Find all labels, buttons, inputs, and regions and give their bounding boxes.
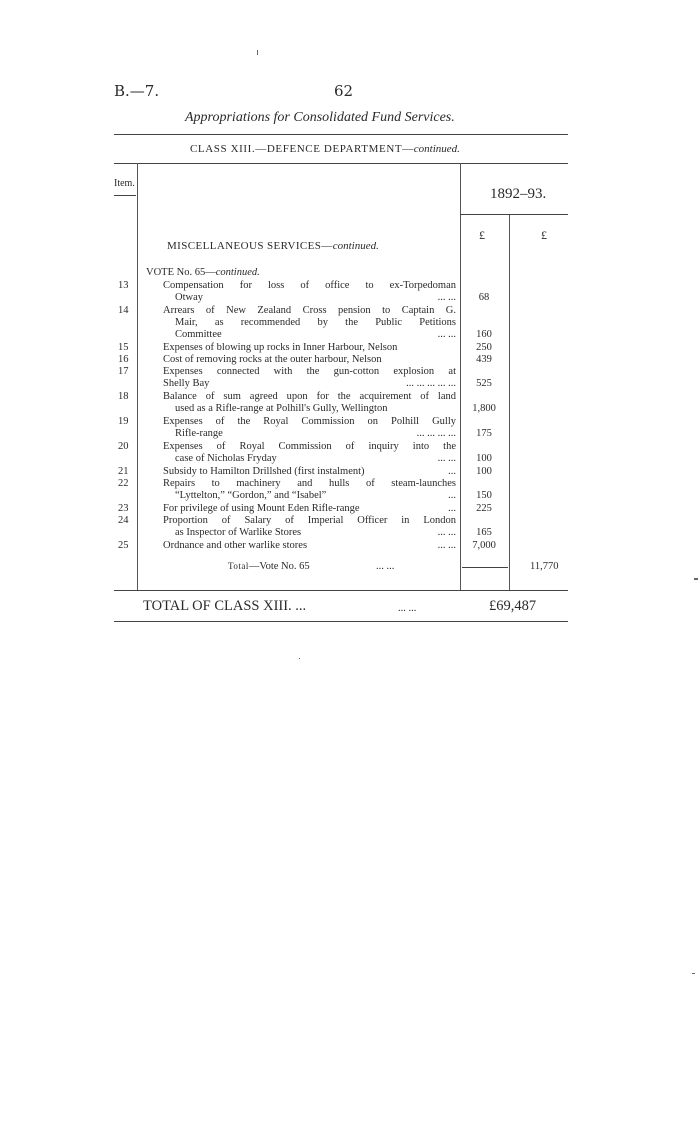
vote-heading [146,267,260,278]
item-number: 17 [118,366,129,377]
leader-dots: ... [448,503,456,514]
description-line: Otway ... ... [175,292,456,304]
description-line: Expenses of blowing up rocks in Inner Harbour, Nelson [163,342,398,353]
total-column-divider [509,214,510,590]
description-line: case of Nicholas Fryday ... ... [175,453,456,465]
item-description [163,503,456,515]
section-heading-continued: continued. [332,240,379,252]
vote-total-amount: 11,770 [530,561,559,572]
page-number: 62 [334,82,354,100]
section-heading [167,240,379,252]
item-number: 16 [118,354,129,365]
item-description [163,354,456,366]
item-amount: 7,000 [472,540,496,551]
document-code: B.—7. [114,82,160,100]
currency-header-total: £ [541,228,547,242]
item-amount: 68 [478,292,490,303]
item-number: 15 [118,342,129,353]
item-description [163,416,456,440]
item-column-header: Item. [114,178,135,189]
item-amount: 225 [476,503,492,514]
description-line: Compensation for loss of office to ex-Torpedoman [163,280,456,291]
section-heading-main: MISCELLANEOUS SERVICES— [167,240,333,252]
leader-dots: ... ... ... ... ... [406,378,456,390]
description-line: Proportion of Salary of Imperial Officer in London [163,515,456,526]
item-amount: 100 [476,466,492,477]
item-number: 14 [118,305,129,316]
description-line: used as a Rifle-range at Polhill's Gully, Wellington [175,403,388,415]
leader-dots: ... ... [398,603,417,614]
description-line: “Lyttelton,” “Gordon,” and “Isabel” ... [175,490,456,502]
item-amount: 175 [476,428,492,439]
item-description [163,478,456,502]
item-description [163,441,456,465]
leader-dots: ... ... ... ... [416,428,456,440]
vote-total-label [228,561,395,572]
item-amount: 250 [476,342,492,353]
item-description [163,342,456,354]
item-number: 18 [118,391,129,402]
description-line: Shelly Bay ... ... ... ... ... [163,378,456,390]
item-number: 24 [118,515,129,526]
class-total-amount: £69,487 [489,598,537,614]
scan-mark [257,50,258,55]
item-description [163,540,456,552]
class-heading [190,143,460,155]
item-description [163,366,456,390]
item-amount: 439 [476,354,492,365]
leader-dots: ... ... [437,453,456,465]
scan-mark [299,658,300,659]
amount-column-divider [460,163,461,590]
description-line: Expenses of the Royal Commission on Polhill Gully [163,416,456,427]
description-line: Expenses of Royal Commission of inquiry into the [163,441,456,452]
item-number: 22 [118,478,129,489]
item-amount: 1,800 [472,403,496,414]
item-number: 19 [118,416,129,427]
description-line: Cost of removing rocks at the outer harbour, Nelson [163,354,382,365]
description-line: Expenses connected with the gun-cotton explosion at [163,366,456,377]
item-description [163,391,456,415]
fiscal-year-header: 1892–93. [490,186,547,202]
description-line: Repairs to machinery and hulls of steam-launches [163,478,456,489]
item-amount: 525 [476,378,492,389]
subtotal-rule [462,567,508,568]
description-line: Arrears of New Zealand Cross pension to Captain G. [163,305,456,316]
description-line: For privilege of using Mount Eden Rifle-range ... [163,503,456,514]
page-subtitle: Appropriations for Consolidated Fund Services. [185,110,455,125]
class-heading-continued: continued. [413,143,460,155]
leader-dots: ... [448,490,456,502]
item-amount: 165 [476,527,492,538]
description-line: Mair, as recommended by the Public Petitions [175,317,456,329]
item-amount: 160 [476,329,492,340]
item-amount: 150 [476,490,492,501]
item-header-underline [114,195,136,196]
currency-header-amount: £ [479,228,485,242]
description-line: Ordnance and other warlike stores ... ... [163,540,456,551]
leader-dots: ... ... [437,292,456,304]
item-description [163,305,456,342]
vote-heading-continued: continued. [215,267,260,278]
vote-heading-main: VOTE No. 65— [146,267,216,278]
class-heading-main: CLASS XIII.—DEFENCE DEPARTMENT— [190,143,414,155]
scan-mark [692,973,695,974]
item-number: 23 [118,503,129,514]
item-description [163,280,456,304]
class-total-rule [114,621,568,622]
leader-dots: ... ... [376,561,395,572]
leader-dots: ... [448,466,456,477]
description-line: Balance of sum agreed upon for the acquirement of land [163,391,456,402]
vote-total-label-a: Total [228,561,249,571]
leader-dots: ... ... [437,540,456,551]
table-bottom-rule [114,590,568,591]
item-amount: 100 [476,453,492,464]
description-line: as Inspector of Warlike Stores ... ... [175,527,456,539]
scan-mark [694,578,698,580]
item-description [163,466,456,478]
leader-dots: ... ... [437,527,456,539]
item-number: 20 [118,441,129,452]
description-line: Rifle-range ... ... ... ... [175,428,456,440]
class-total-label: TOTAL OF CLASS XIII. ... [143,598,307,614]
item-number: 25 [118,540,129,551]
table-top-rule [114,163,568,164]
item-description [163,515,456,539]
leader-dots: ... ... [437,329,456,341]
item-number: 21 [118,466,129,477]
year-header-rule [460,214,568,215]
description-line: Committee ... ... [175,329,456,341]
description-line: Subsidy to Hamilton Drillshed (first instalment) ... [163,466,456,477]
item-number: 13 [118,280,129,291]
vote-total-label-b: —Vote No. 65 [248,561,310,572]
top-rule [114,134,568,135]
